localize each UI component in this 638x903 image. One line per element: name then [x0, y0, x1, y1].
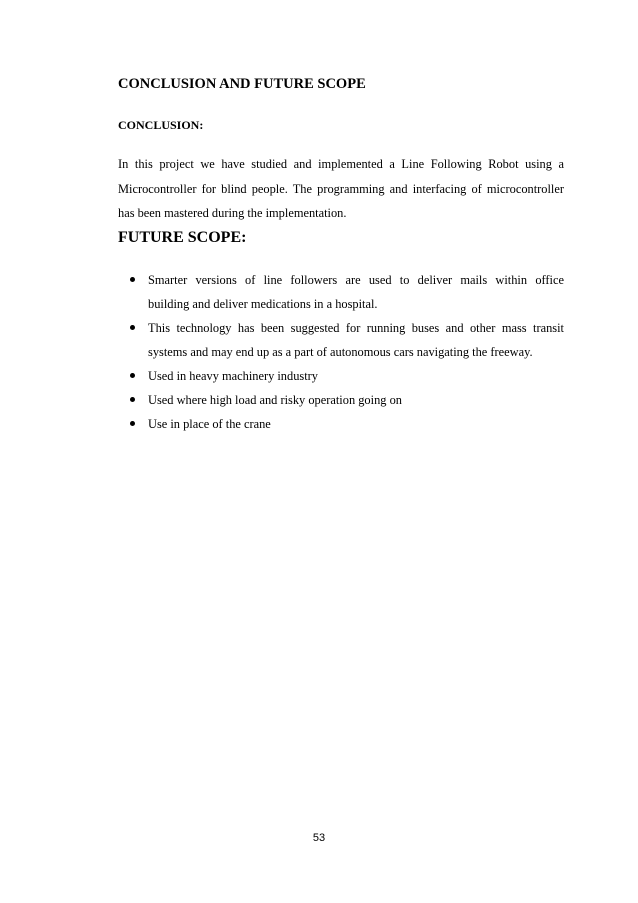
bullet-icon — [130, 373, 135, 378]
list-item — [118, 268, 564, 316]
list-item-line: Use in place of the crane — [148, 417, 271, 431]
chapter-title: CONCLUSION AND FUTURE SCOPE — [118, 76, 366, 92]
future-scope-list — [118, 268, 564, 436]
list-item-line: systems and may end up as a part of autonomous cars navigating the freeway. — [148, 345, 533, 359]
list-item — [118, 364, 564, 388]
conclusion-line: In this project we have studied and implemented a Line Following Robot using a — [118, 157, 564, 171]
conclusion-line: has been mastered during the implementation. — [118, 206, 347, 220]
list-item — [118, 388, 564, 412]
list-item — [118, 316, 564, 364]
list-item-line: Smarter versions of line followers are used to deliver mails within office — [148, 273, 564, 287]
future-scope-heading: FUTURE SCOPE: — [118, 229, 247, 246]
conclusion-line: Microcontroller for blind people. The programming and interfacing of microcontroller — [118, 181, 564, 196]
bullet-icon — [130, 421, 135, 426]
list-item — [118, 412, 564, 436]
list-item-line: Used where high load and risky operation going on — [148, 393, 402, 407]
list-item-line: This technology has been suggested for running buses and other mass transit — [148, 321, 564, 335]
bullet-icon — [130, 397, 135, 402]
conclusion-paragraph — [118, 152, 564, 226]
conclusion-heading: CONCLUSION: — [118, 118, 204, 132]
bullet-icon — [130, 325, 135, 330]
list-item-line: Used in heavy machinery industry — [148, 369, 318, 383]
bullet-icon — [130, 277, 135, 282]
page-number: 53 — [312, 832, 326, 844]
list-item-line: building and deliver medications in a hospital. — [148, 297, 378, 311]
